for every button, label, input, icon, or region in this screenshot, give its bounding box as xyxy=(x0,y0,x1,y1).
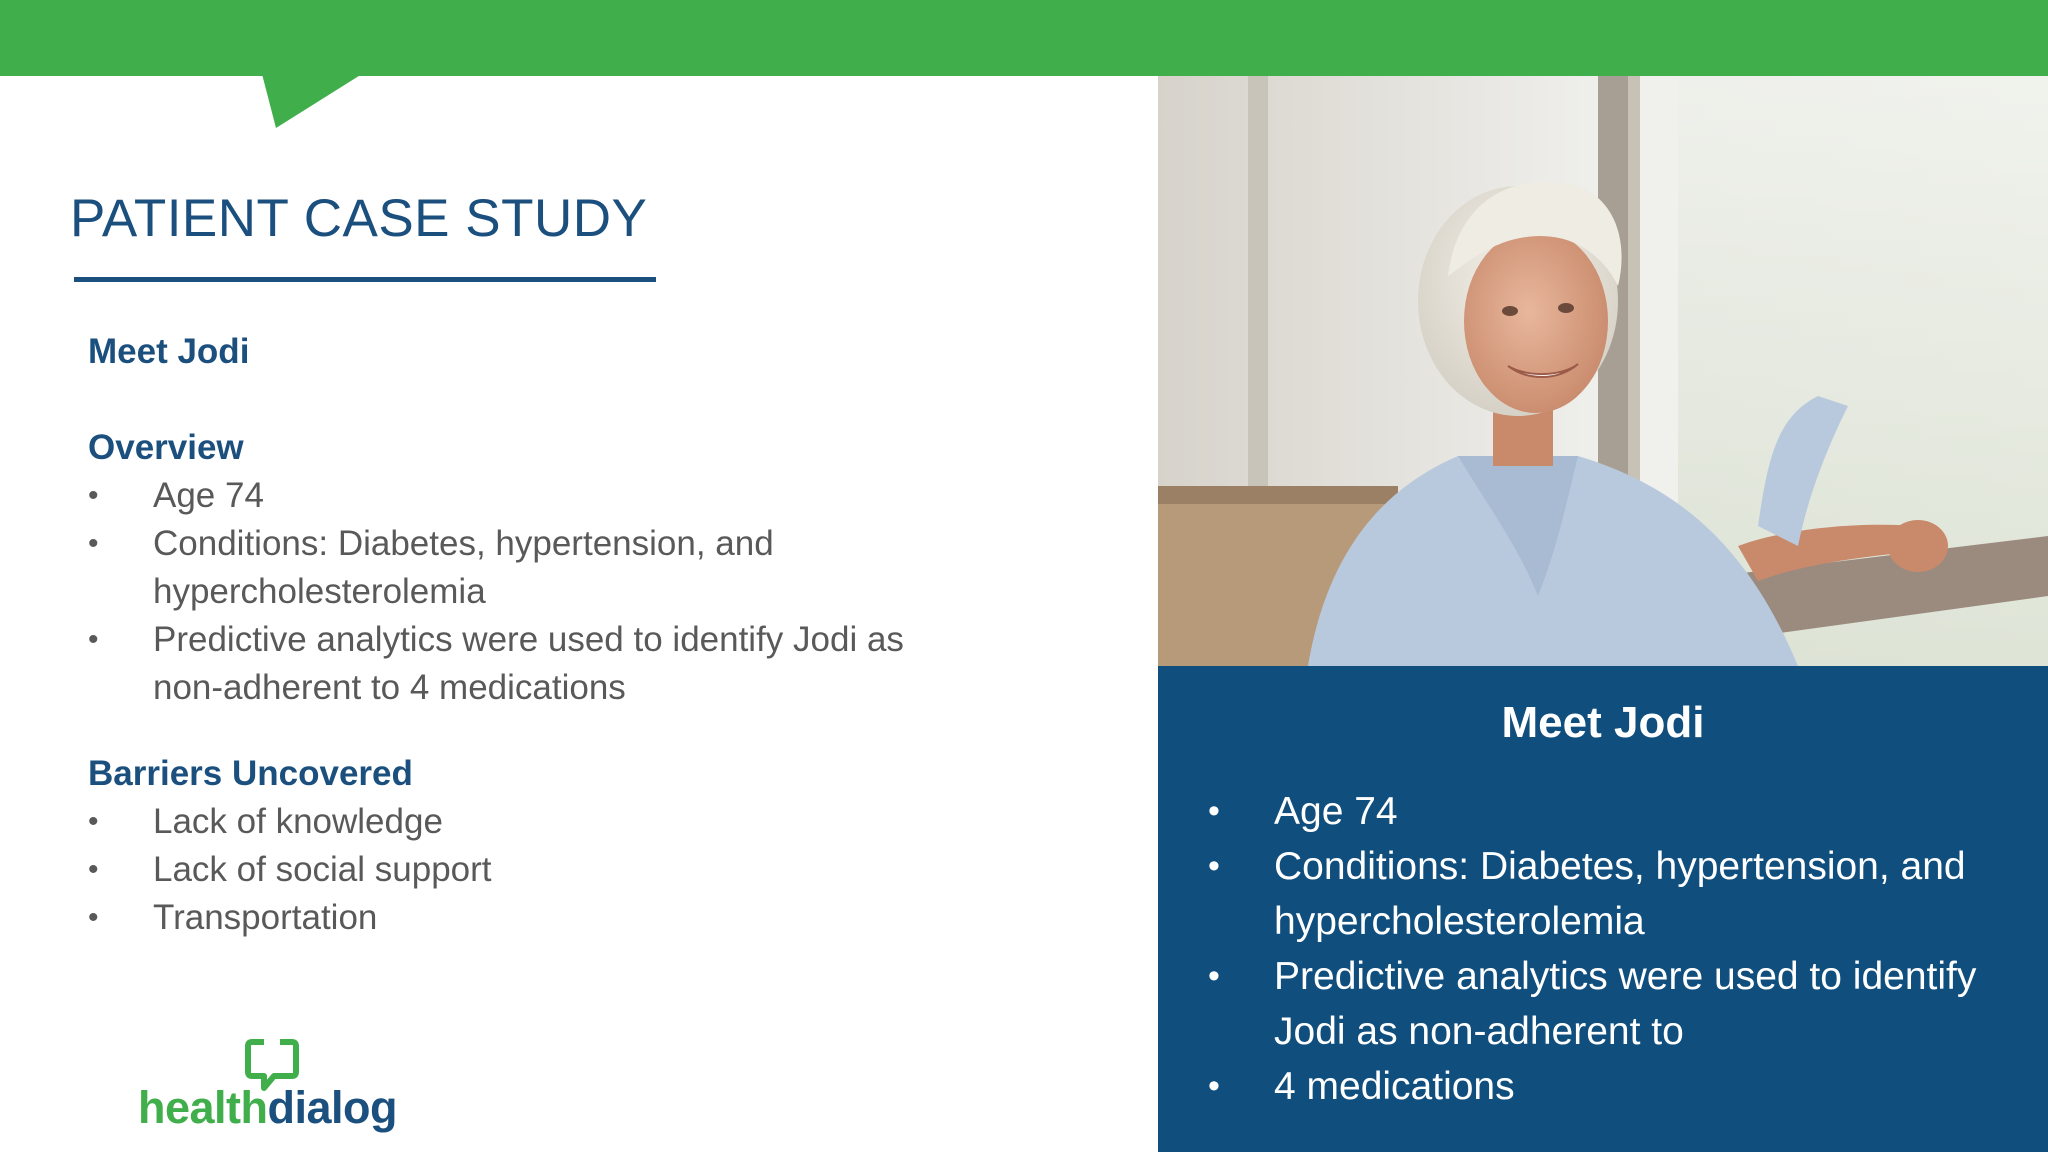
bullet-icon: • xyxy=(88,805,99,838)
title-underline xyxy=(74,277,656,282)
list-item: • Predictive analytics were used to identify Jodi as non-adherent to 4 medications xyxy=(88,616,968,712)
barriers-heading: Barriers Uncovered xyxy=(88,754,413,793)
bullet-icon: • xyxy=(88,853,99,886)
healthdialog-logo xyxy=(138,1038,398,1138)
top-accent-bar xyxy=(0,0,2048,76)
overview-list xyxy=(88,472,1088,712)
summary-panel xyxy=(1158,666,2048,1152)
list-item: • Age 74 xyxy=(1208,784,2038,839)
bullet-icon: • xyxy=(1208,847,1220,885)
slide-title: PATIENT CASE STUDY xyxy=(70,189,648,248)
bullet-icon: • xyxy=(88,527,99,560)
panel-title: Meet Jodi xyxy=(1501,698,1705,747)
left-content xyxy=(88,328,1088,942)
bullet-icon: • xyxy=(88,901,99,934)
bullet-icon: • xyxy=(1208,957,1220,995)
list-item: • Predictive analytics were used to identify Jodi as non-adherent to xyxy=(1208,949,2038,1059)
overview-heading: Overview xyxy=(88,428,244,467)
bullet-icon: • xyxy=(88,479,99,512)
logo-wordmark: healthdialog xyxy=(138,1082,398,1133)
list-item: • Transportation xyxy=(88,894,1088,942)
list-item: • Conditions: Diabetes, hypertension, and hypercholesterolemia xyxy=(1208,839,2038,949)
list-item: • Conditions: Diabetes, hypertension, and hypercholesterolemia xyxy=(88,520,848,616)
list-item: • Lack of social support xyxy=(88,846,1088,894)
patient-photo xyxy=(1158,76,2048,666)
barriers-list xyxy=(88,798,1088,942)
bullet-icon: • xyxy=(88,623,99,656)
bullet-icon: • xyxy=(1208,1067,1220,1105)
list-item: • Lack of knowledge xyxy=(88,798,1088,846)
list-item: • 4 medications xyxy=(1208,1059,2038,1114)
bullet-icon: • xyxy=(1208,792,1220,830)
panel-list xyxy=(1208,784,2038,1114)
meet-jodi-heading: Meet Jodi xyxy=(88,332,250,371)
list-item: • Age 74 xyxy=(88,472,1088,520)
